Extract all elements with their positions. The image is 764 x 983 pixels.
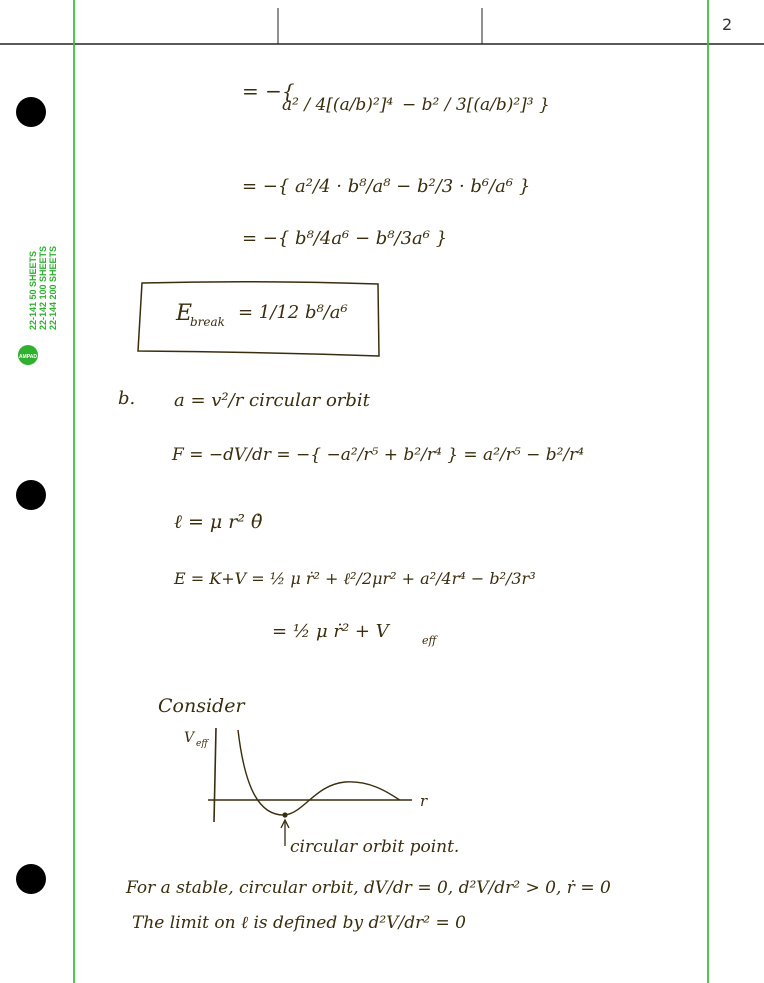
logo-text: AMPAD	[19, 354, 37, 360]
eq3: = −{ b⁸/4a⁶ − b⁸/3a⁶ }	[242, 228, 448, 249]
binder-hole-middle	[16, 480, 46, 510]
eq1-term2: − b² / 3[(a/b)²]³ }	[402, 95, 550, 115]
part-b-angmom: ℓ = μ r² θ̇	[174, 511, 263, 533]
graph-y-label: V	[184, 730, 195, 746]
brand-line-2: 22-142 100 SHEETS	[38, 245, 48, 330]
conclusion-line-2: The limit on ℓ is defined by d²V/dr² = 0	[132, 913, 466, 933]
part-b-energy2: = ½ μ ṙ² + V	[272, 621, 389, 642]
graph-y-label-sub: eff	[196, 739, 208, 749]
consider-label: Consider	[158, 695, 245, 717]
binder-hole-top	[16, 97, 46, 127]
box-lhs: E	[176, 301, 193, 326]
min-point-label: circular orbit point.	[290, 837, 460, 857]
box-rhs: = 1/12 b⁸/a⁶	[238, 302, 348, 323]
min-point-marker	[282, 812, 287, 817]
brand-line-3: 22-144 200 SHEETS	[48, 245, 58, 330]
eq1-term1: a² / 4[(a/b)²]⁴	[282, 95, 394, 115]
ampad-logo	[18, 345, 38, 365]
part-b-label: b.	[118, 388, 136, 409]
part-b-force: F = −dV/dr = −{ −a²/r⁵ + b²/r⁴ } = a²/r⁵ − b²/r⁴	[172, 445, 585, 465]
box-subscript: break	[190, 315, 225, 329]
part-b-accel: a = v²/r circular orbit	[174, 390, 370, 411]
page-number: 2	[722, 15, 733, 34]
veff-curve	[238, 730, 400, 815]
graph-x-label: r	[420, 792, 428, 810]
brand-line-1: 22-141 50 SHEETS	[28, 250, 38, 330]
binder-hole-bottom	[16, 864, 46, 894]
part-b-energy: E = K+V = ½ μ ṙ² + ℓ²/2μr² + a²/4r⁴ − b²/3r³	[174, 569, 536, 588]
margin-brand	[28, 246, 58, 330]
graph-y-axis	[214, 728, 216, 822]
conclusion-line-1: For a stable, circular orbit, dV/dr = 0, d²V/dr² > 0, ṙ = 0	[126, 878, 611, 898]
part-b-energy2-sub: eff	[422, 634, 437, 647]
eq2: = −{ a²/4 · b⁸/a⁸ − b²/3 · b⁶/a⁶ }	[242, 176, 531, 197]
eq1-prefix: = −{	[242, 79, 295, 103]
